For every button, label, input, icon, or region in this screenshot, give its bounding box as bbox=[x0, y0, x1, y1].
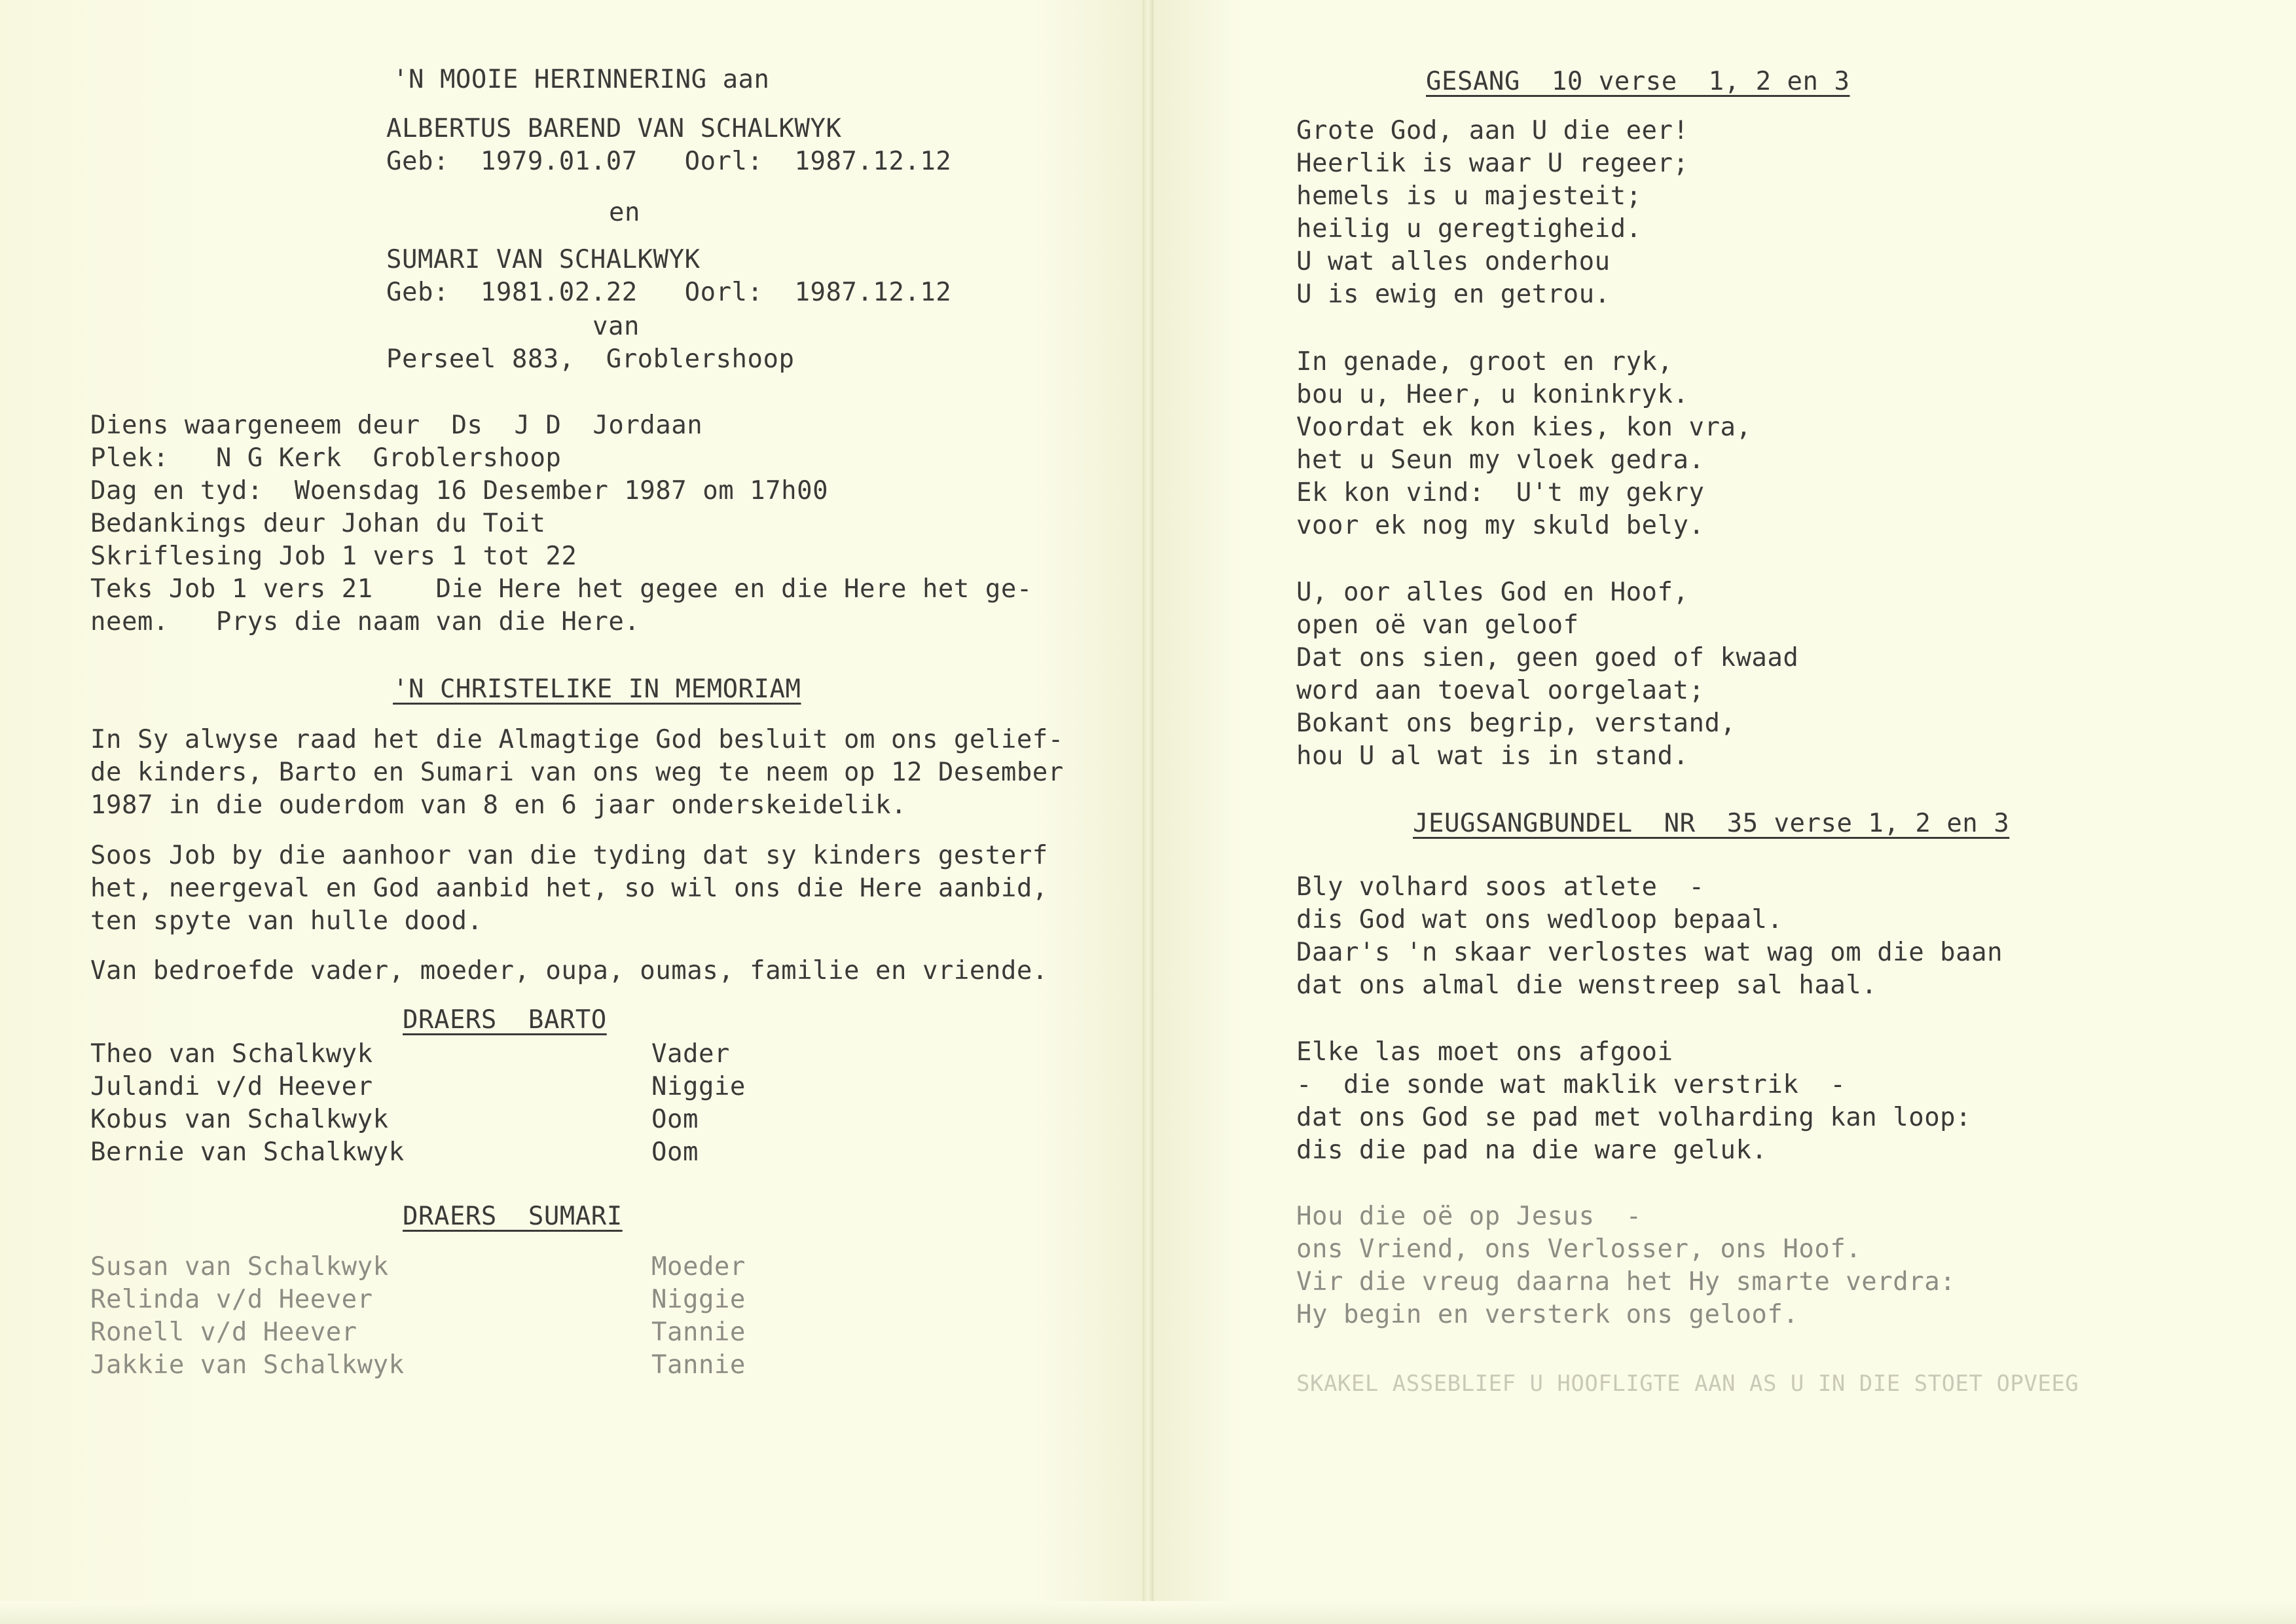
song-line: Elke las moet ons afgooi bbox=[1296, 1037, 1673, 1067]
hymn-line: open oë van geloof bbox=[1296, 610, 1579, 640]
footer-headlights-note: SKAKEL ASSEBLIEF U HOOFLIGTE AAN AS U IN DIE STOET OPVEEG bbox=[1296, 1371, 2079, 1397]
hymn-line: heilig u geregtigheid. bbox=[1296, 214, 1642, 244]
hymn-line: U is ewig en getrou. bbox=[1296, 280, 1611, 309]
header-line-1: 'N MOOIE HERINNERING aan bbox=[393, 65, 770, 94]
hymn-line: Bokant ons begrip, verstand, bbox=[1296, 709, 1736, 738]
song-line: dis die pad na die ware geluk. bbox=[1296, 1135, 1768, 1165]
bearer-name: Bernie van Schalkwyk bbox=[90, 1137, 405, 1167]
hymn-line: Voordat ek kon kies, kon vra, bbox=[1296, 413, 1752, 442]
bearer-relation: Tannie bbox=[651, 1318, 746, 1347]
service-line: Diens waargeneem deur Ds J D Jordaan bbox=[90, 411, 703, 440]
hymn-line: hou U al wat is in stand. bbox=[1296, 741, 1689, 771]
header-connector: en bbox=[609, 198, 640, 227]
song-line: - die sonde wat maklik verstrik - bbox=[1296, 1070, 1846, 1099]
service-line: Teks Job 1 vers 21 Die Here het gegee en die Here het ge- bbox=[90, 574, 1032, 604]
bearer-relation: Vader bbox=[651, 1039, 730, 1069]
memoriam-p1-line: de kinders, Barto en Sumari van ons weg te neem op 12 Desember bbox=[90, 758, 1064, 787]
person1-name: ALBERTUS BAREND VAN SCHALKWYK bbox=[386, 114, 842, 143]
memoriam-p2-line: Soos Job by die aanhoor van die tyding dat sy kinders gesterf bbox=[90, 841, 1048, 870]
service-line: Skriflesing Job 1 vers 1 tot 22 bbox=[90, 542, 577, 571]
bearer-name: Relinda v/d Heever bbox=[90, 1285, 373, 1314]
hymn-line: Ek kon vind: U't my gekry bbox=[1296, 478, 1705, 507]
bearer-relation: Tannie bbox=[651, 1350, 746, 1380]
person2-dates: Geb: 1981.02.22 Oorl: 1987.12.12 bbox=[386, 278, 952, 307]
hymn-line: hemels is u majesteit; bbox=[1296, 181, 1642, 211]
memoriam-p1-line: 1987 in die ouderdom van 8 en 6 jaar onderskeidelik. bbox=[90, 790, 907, 820]
bearer-name: Julandi v/d Heever bbox=[90, 1072, 373, 1101]
bearer-name: Theo van Schalkwyk bbox=[90, 1039, 373, 1069]
hymn-line: voor ek nog my skuld bely. bbox=[1296, 511, 1705, 540]
song-line: ons Vriend, ons Verlosser, ons Hoof. bbox=[1296, 1234, 1862, 1264]
bearer-name: Ronell v/d Heever bbox=[90, 1318, 357, 1347]
bearer-relation: Niggie bbox=[651, 1285, 746, 1314]
memoriam-p2-line: het, neergeval en God aanbid het, so wil ons die Here aanbid, bbox=[90, 874, 1048, 903]
memoriam-heading: 'N CHRISTELIKE IN MEMORIAM bbox=[393, 674, 801, 704]
bearer-relation: Oom bbox=[651, 1137, 699, 1167]
song-line: dis God wat ons wedloop bepaal. bbox=[1296, 905, 1783, 934]
hymn-line: Dat ons sien, geen goed of kwaad bbox=[1296, 643, 1799, 673]
song-line: Hou die oë op Jesus - bbox=[1296, 1202, 1642, 1231]
song-line: Hy begin en versterk ons geloof. bbox=[1296, 1300, 1799, 1329]
bearer-name: Susan van Schalkwyk bbox=[90, 1252, 389, 1282]
page-fold bbox=[1142, 0, 1154, 1624]
memoriam-p2-line: ten spyte van hulle dood. bbox=[90, 906, 483, 936]
service-line: neem. Prys die naam van die Here. bbox=[90, 607, 640, 637]
bearer-relation: Niggie bbox=[651, 1072, 746, 1101]
song-line: Daar's 'n skaar verlostes wat wag om die baan bbox=[1296, 938, 2003, 967]
hymn-line: Grote God, aan U die eer! bbox=[1296, 116, 1689, 145]
hymn-line: het u Seun my vloek gedra. bbox=[1296, 445, 1705, 475]
header-from: van bbox=[592, 312, 640, 341]
hymn-line: bou u, Heer, u koninkryk. bbox=[1296, 380, 1689, 409]
person2-name: SUMARI VAN SCHALKWYK bbox=[386, 245, 701, 274]
hymn-line: U wat alles onderhou bbox=[1296, 247, 1611, 276]
hymn-line: Heerlik is waar U regeer; bbox=[1296, 149, 1689, 178]
jeugsang-heading: JEUGSANGBUNDEL NR 35 verse 1, 2 en 3 bbox=[1413, 809, 2010, 838]
hymn-line: word aan toeval oorgelaat; bbox=[1296, 676, 1705, 705]
hymn-line: U, oor alles God en Hoof, bbox=[1296, 578, 1689, 607]
memoriam-p3: Van bedroefde vader, moeder, oupa, oumas, familie en vriende. bbox=[90, 956, 1048, 986]
hymn-line: In genade, groot en ryk, bbox=[1296, 347, 1673, 377]
song-line: dat ons God se pad met volharding kan loop: bbox=[1296, 1103, 1972, 1132]
gesang-heading: GESANG 10 verse 1, 2 en 3 bbox=[1426, 67, 1850, 96]
bearer-name: Jakkie van Schalkwyk bbox=[90, 1350, 405, 1380]
service-line: Bedankings deur Johan du Toit bbox=[90, 509, 546, 538]
service-line: Plek: N G Kerk Groblershoop bbox=[90, 443, 562, 473]
address: Perseel 883, Groblershoop bbox=[386, 344, 795, 374]
bearer-relation: Oom bbox=[651, 1105, 699, 1134]
song-line: Vir die vreug daarna het Hy smarte verdra: bbox=[1296, 1267, 1956, 1297]
bearers-barto-heading: DRAERS BARTO bbox=[403, 1005, 607, 1035]
bottom-paper-edge bbox=[0, 1601, 2296, 1624]
song-line: dat ons almal die wenstreep sal haal. bbox=[1296, 970, 1878, 1000]
bearer-relation: Moeder bbox=[651, 1252, 746, 1282]
person1-dates: Geb: 1979.01.07 Oorl: 1987.12.12 bbox=[386, 147, 952, 176]
bearers-sumari-heading: DRAERS SUMARI bbox=[403, 1202, 623, 1231]
song-line: Bly volhard soos atlete - bbox=[1296, 872, 1705, 902]
service-line: Dag en tyd: Woensdag 16 Desember 1987 om 17h00 bbox=[90, 476, 829, 506]
memoriam-p1-line: In Sy alwyse raad het die Almagtige God besluit om ons gelief- bbox=[90, 725, 1064, 754]
bearer-name: Kobus van Schalkwyk bbox=[90, 1105, 389, 1134]
